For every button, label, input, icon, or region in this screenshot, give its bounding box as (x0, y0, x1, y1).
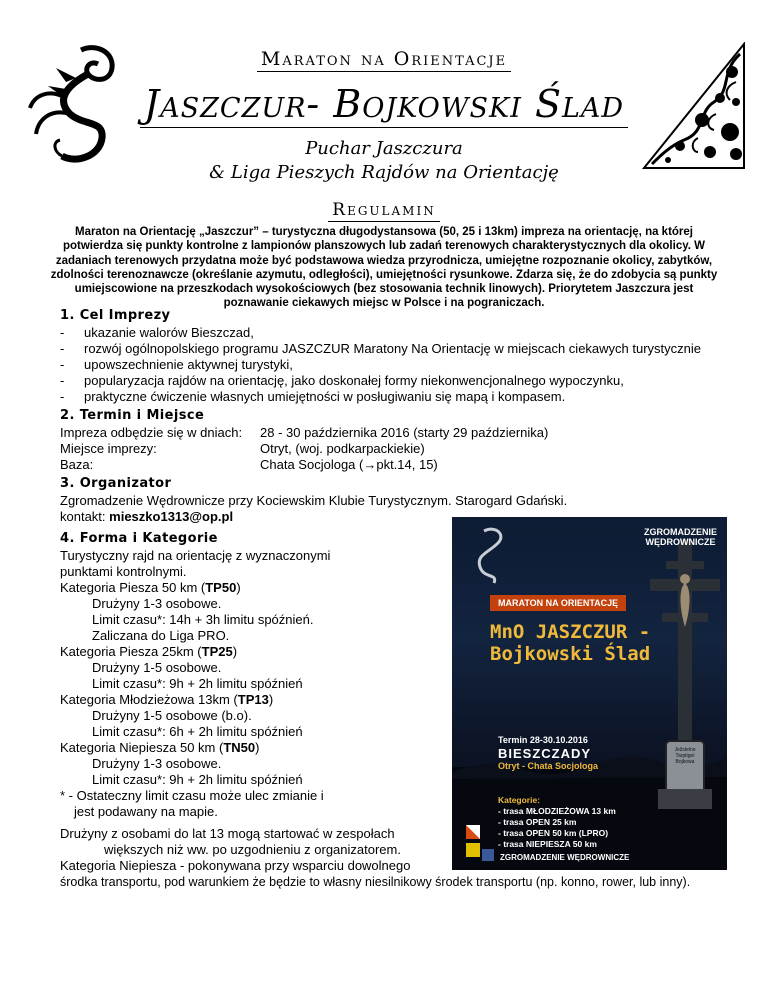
table-row: Miejsce imprezy: Otryt, (woj. podkarpackiekie) (60, 441, 425, 456)
list-item: - popularyzacja rajdów na orientację, jako doskonałej formy niekonwencjonalnego wypoczynku, (60, 373, 740, 389)
league-name: & Liga Pieszych Rajdów na Orientację (209, 162, 559, 183)
section-4-title: 4. Forma i Kategorie (60, 531, 218, 546)
section-3-title: 3. Organizator (60, 476, 172, 491)
category-item: Kategoria Piesza 25km (TP25) (60, 644, 238, 659)
poster-title: MnO JASZCZUR - Bojkowski Ślad (490, 621, 651, 665)
event-poster (452, 517, 727, 870)
poster-plaque-text: Ježstelno Tarpitgel Bojkowa (674, 747, 696, 765)
goals-list (60, 325, 740, 405)
poster-facebook: ZGROMADZENIE WĘDROWNICZE (500, 853, 630, 862)
category-item: Kategoria Piesza 50 km (TP50) (60, 580, 241, 595)
list-item: - rozwój ogólnopolskiego programu JASZCZUR Maratony Na Orientację w miejscach ciekawych turystycznie (60, 341, 740, 357)
contact-email-link[interactable]: mieszko1313@op.pl (109, 509, 234, 524)
poster-banner: MARATON NA ORIENTACJĘ (490, 595, 626, 611)
list-item: - praktyczne ćwiczenie własnych umiejętności w posługiwaniu się mapą i kompasem. (60, 389, 740, 405)
list-item: - upowszechnienie aktywnej turystyki, (60, 357, 740, 373)
time-limit-note: * - Ostateczny limit czasu może ulec zmianie i (60, 788, 324, 803)
date-place-table (60, 425, 740, 473)
event-subtitle: Maraton na Orientacje (0, 48, 768, 72)
poster-routes: Kategorie: - trasa MŁODZIEŻOWA 13 km - trasa OPEN 25 km - trasa OPEN 50 km (LPRO) - trasa NIEPIESZA 50 km (498, 795, 616, 849)
organizer-text: Zgromadzenie Wędrownicze przy Kociewskim Klubie Turystycznym. Starogard Gdański. (60, 493, 568, 508)
section-2-title: 2. Termin i Miejsce (60, 408, 205, 423)
intro-paragraph: Maraton na Orientację „Jaszczur” – turystyczna długodystansowa (50, 25 i 13km) impreza na orientację, na której potwierdza się punkty kontrolne z lampionów planszowych lub zadań terenowych charakterystycznych dla okolicy. W zadaniach terenowych przydatna może być podstawowa wiedza przyrodnicza, umiejętne rozpoznanie okolicy, zabytków, zdolności terenoznawcze (określanie azymutu, odległości), umiejętności rysunkowe. Zdarza się, że do zdobycia są punkty umiejscowione na przeszkodach wysokościowych (bez stosowania technik linowych). Priorytetem Jaszczura jest poznawanie ciekawych miejsc w Polsce i na pograniczach. (50, 226, 718, 310)
poster-org: ZGROMADZENIE WĘDROWNICZE (644, 527, 717, 547)
categories-block: Turystyczny rajd na orientację z wyznaczonymi punktami kontrolnymi. Kategoria Piesza 50 km (TP50) Drużyny 1-3 osobowe. Limit czasu*: 14h + 3h limitu spóźnień. Zaliczana do Liga PRO. Kategoria Piesza 25km (TP25) Drużyny 1-5 osobowe. Limit czasu*: 9h + 2h limitu spóźnień Kategoria Młodzieżowa 13km (TP13) Drużyny 1-5 osobowe (b.o). Limit czasu*: 6h + 2h limitu spóźnień Kategoria Niepiesza 50 km (TN50) Drużyny 1-3 osobowe. Limit czasu*: 9h + 2h limitu spóźnień * - Ostateczny limit czasu może ulec zmianie i jest podawany na mapie. (60, 548, 450, 820)
category-item: Kategoria Młodzieżowa 13km (TP13) (60, 692, 274, 707)
event-title: Jaszczur- Bojkowski Ślad (0, 82, 768, 128)
category-item: Kategoria Niepiesza 50 km (TN50) (60, 740, 260, 755)
cup-name: Puchar Jaszczura (305, 138, 463, 159)
non-walking-note: środka transportu, pod warunkiem że będzie to własny niesilnikowy środek transportu (np. konno, rower, lub inny). (60, 875, 691, 889)
contact-line: kontakt: mieszko1313@op.pl (60, 509, 234, 524)
table-row: Impreza odbędzie się w dniach: 28 - 30 października 2016 (starty 29 października) (60, 425, 549, 440)
poster-date: Termin 28-30.10.2016 BIESZCZADY Otryt - Chata Socjologa (498, 735, 599, 771)
kids-note: Drużyny z osobami do lat 13 mogą startować w zespołach większych niż ww. po uzgodnieniu z organizatorem. Kategoria Niepiesza - pokonywana przy wsparciu dowolnego (60, 826, 411, 873)
list-item: - ukazanie walorów Bieszczad, (60, 325, 740, 341)
regulamin-heading: Regulamin (0, 200, 768, 222)
section-1-title: 1. Cel Imprezy (60, 308, 171, 323)
table-row: Baza: Chata Socjologa (→pkt.14, 15) (60, 457, 438, 472)
